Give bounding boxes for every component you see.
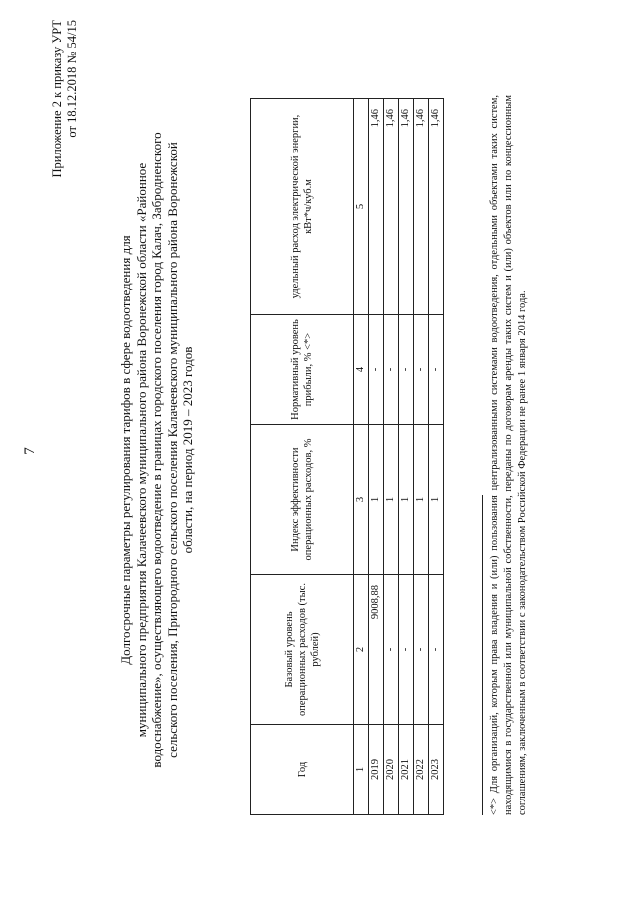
title-line-1: Долгосрочные параметры регулирования тарифов в сфере водоотведения для [118, 235, 133, 665]
cell-efficiency-index: 1 [399, 425, 414, 575]
document-title [118, 90, 196, 810]
header-efficiency-index: Индекс эффективности операционных расходов, % [251, 425, 354, 575]
header-base-opex: Базовый уровень операционных расходов (тыс. рублей) [251, 575, 354, 725]
table-row [384, 99, 399, 815]
cell-profit-level: - [384, 315, 399, 425]
cell-base-opex: - [429, 575, 444, 725]
table-row [414, 99, 429, 815]
title-line-5: области, на период 2019 – 2023 годов [180, 346, 195, 554]
cell-year: 2021 [399, 725, 414, 815]
appendix-line-1: Приложение 2 к приказу УРТ [50, 20, 64, 178]
column-number: 5 [354, 99, 369, 315]
cell-energy-consumption: 1,46 [369, 99, 384, 315]
cell-energy-consumption: 1,46 [384, 99, 399, 315]
cell-energy-consumption: 1,46 [399, 99, 414, 315]
cell-energy-consumption: 1,46 [429, 99, 444, 315]
cell-energy-consumption: 1,46 [414, 99, 429, 315]
cell-year: 2019 [369, 725, 384, 815]
header-year: Год [251, 725, 354, 815]
cell-base-opex: - [414, 575, 429, 725]
title-line-2: муниципального предприятия Калачеевского муниципального района Воронежской области «Районное [133, 162, 149, 738]
column-number: 1 [354, 725, 369, 815]
cell-year: 2020 [384, 725, 399, 815]
cell-profit-level: - [429, 315, 444, 425]
appendix-reference [50, 20, 80, 240]
column-number: 2 [354, 575, 369, 725]
title-line-3: водоснабжение», осуществляющего водоотведение в границах городского поселения город Калач, Забродненского [149, 132, 164, 768]
cell-efficiency-index: 1 [384, 425, 399, 575]
appendix-line-2: от 18.12.2018 № 54/15 [65, 20, 79, 138]
column-number: 3 [354, 425, 369, 575]
cell-profit-level: - [399, 315, 414, 425]
cell-year: 2023 [429, 725, 444, 815]
table-header-row [251, 99, 354, 815]
header-energy-consumption: удельный расход электрической энергии, кВт*ч/куб.м [251, 99, 354, 315]
table-row [399, 99, 414, 815]
table-row [429, 99, 444, 815]
title-line-4: сельского поселения, Пригородного сельского поселения Калачеевского муниципального района Воронежской [164, 142, 180, 758]
cell-base-opex: 9008,88 [369, 575, 384, 725]
footnote-text: <*> Для организаций, которым права владения и (или) пользования централизованными системами водоотведения, отдельными объектами таких систем, находящимися в государственной или муниципальной собственности, переданы по договорам аренды таких систем и (или) объектов или по концессионным соглашениям, заключенным в соответствии с законодательством Российской Федерации не ранее 1 января 2014 года. [489, 95, 528, 815]
page-number: 7 [22, 447, 38, 455]
table-row [369, 99, 384, 815]
cell-efficiency-index: 1 [369, 425, 384, 575]
header-profit-level: Нормативный уровень прибыли, % <*> [251, 315, 354, 425]
footnote-separator [482, 495, 483, 815]
cell-profit-level: - [414, 315, 429, 425]
cell-efficiency-index: 1 [414, 425, 429, 575]
cell-base-opex: - [384, 575, 399, 725]
column-number: 4 [354, 315, 369, 425]
tariff-parameters-table [250, 98, 444, 815]
cell-base-opex: - [399, 575, 414, 725]
column-number-row [354, 99, 369, 815]
cell-year: 2022 [414, 725, 429, 815]
cell-efficiency-index: 1 [429, 425, 444, 575]
cell-profit-level: - [369, 315, 384, 425]
